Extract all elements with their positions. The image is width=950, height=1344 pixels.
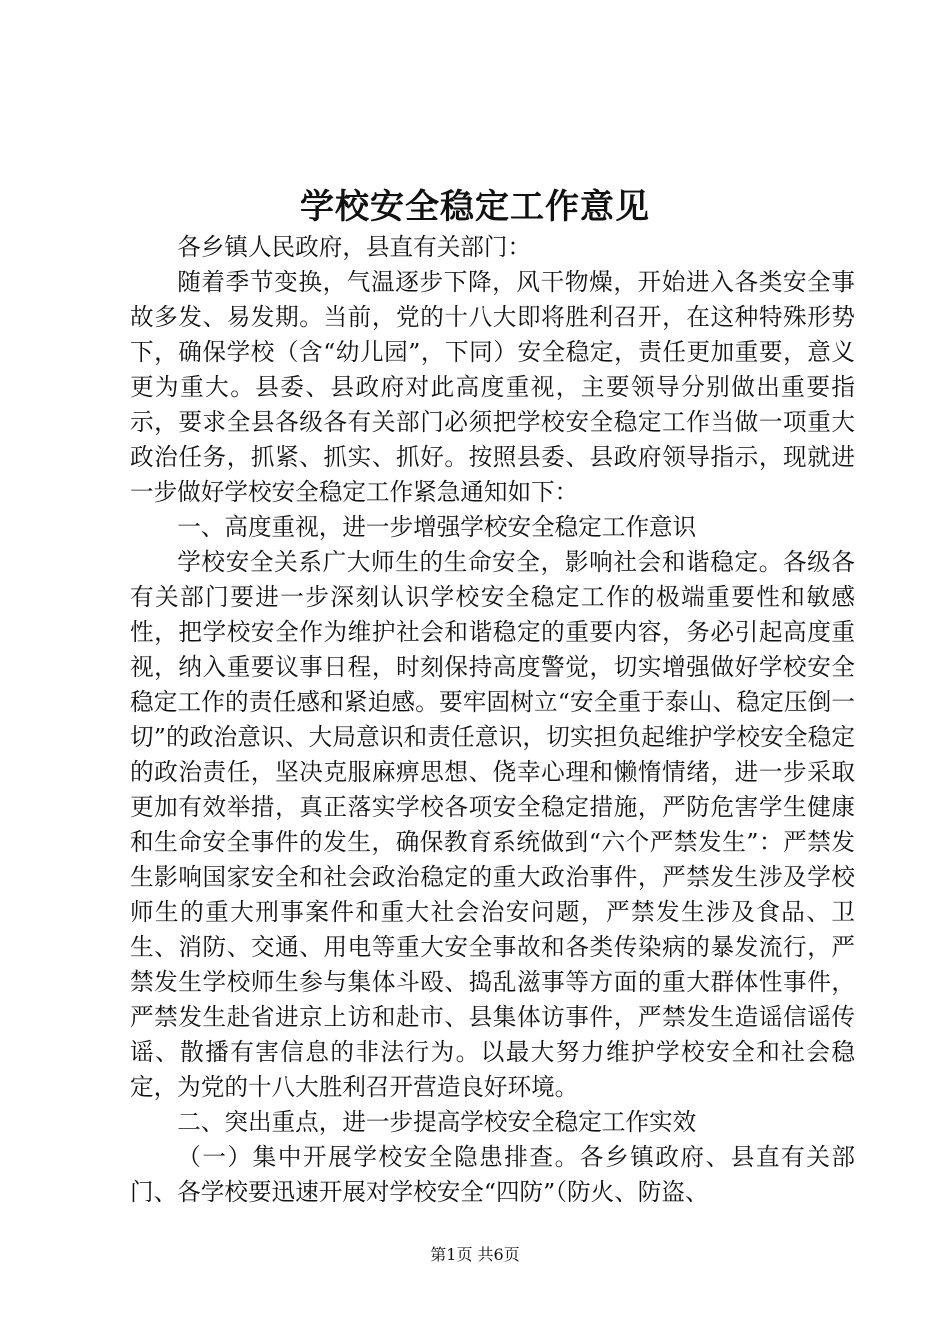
- section-1-paragraph: 学校安全关系广大师生的生命安全，影响社会和谐稳定。各级各有关部门要进一步深刻认识学校安全稳定工作的极端重要性和敏感性，把学校安全作为维护社会和谐稳定的重要内容，务必引起高度重视，纳入重要议事日程，时刻保持高度警觉，切实增强做好学校安全稳定工作的责任感和紧迫感。要牢固树立“安全重于泰山、稳定压倒一切”的政治意识、大局意识和责任意识，切实担负起维护学校安全稳定的政治责任，坚决克服麻痹思想、侥幸心理和懒惰情绪，进一步采取更加有效举措，真正落实学校各项安全稳定措施，严防危害学生健康和生命安全事件的发生，确保教育系统做到“六个严禁发生”：严禁发生影响国家安全和社会政治稳定的重大政治事件，严禁发生涉及学校师生的重大刑事案件和重大社会治安问题，严禁发生涉及食品、卫生、消防、交通、用电等重大安全事故和各类传染病的暴发流行，严禁发生学校师生参与集体斗殴、捣乱滋事等方面的重大群体性事件，严禁发生赴省进京上访和赴市、县集体访事件，严禁发生造谣信谣传谣、散播有害信息的非法行为。以最大努力维护学校安全和社会稳定，为党的十八大胜利召开营造良好环境。: [130, 548, 855, 1101]
- document-body: [130, 230, 855, 1210]
- intro-paragraph: 随着季节变换，气温逐步下降，风干物燥，开始进入各类安全事故多发、易发期。当前，党的十八大即将胜利召开，在这种特殊形势下，确保学校（含“幼儿园”，下同）安全稳定，责任更加重要，意义更为重大。县委、县政府对此高度重视，主要领导分别做出重要指示，要求全县各级各有关部门必须把学校安全稳定工作当做一项重大政治任务，抓紧、抓实、抓好。按照县委、县政府领导指示，现就进一步做好学校安全稳定工作紧急通知如下：: [130, 268, 855, 506]
- page-footer: 第1页 共6页: [430, 1245, 520, 1264]
- section-2-paragraph: （一）集中开展学校安全隐患排查。各乡镇政府、县直有关部门、各学校要迅速开展对学校安全“四防”（防火、防盗、: [130, 1143, 855, 1206]
- section-heading-2: 二、突出重点，进一步提高学校安全稳定工作实效: [177, 1108, 697, 1136]
- salutation-paragraph: 各乡镇人民政府，县直有关部门：: [177, 233, 532, 261]
- section-heading-1: 一、高度重视，进一步增强学校安全稳定工作意识: [177, 513, 697, 541]
- document-title: 学校安全稳定工作意见: [300, 187, 650, 227]
